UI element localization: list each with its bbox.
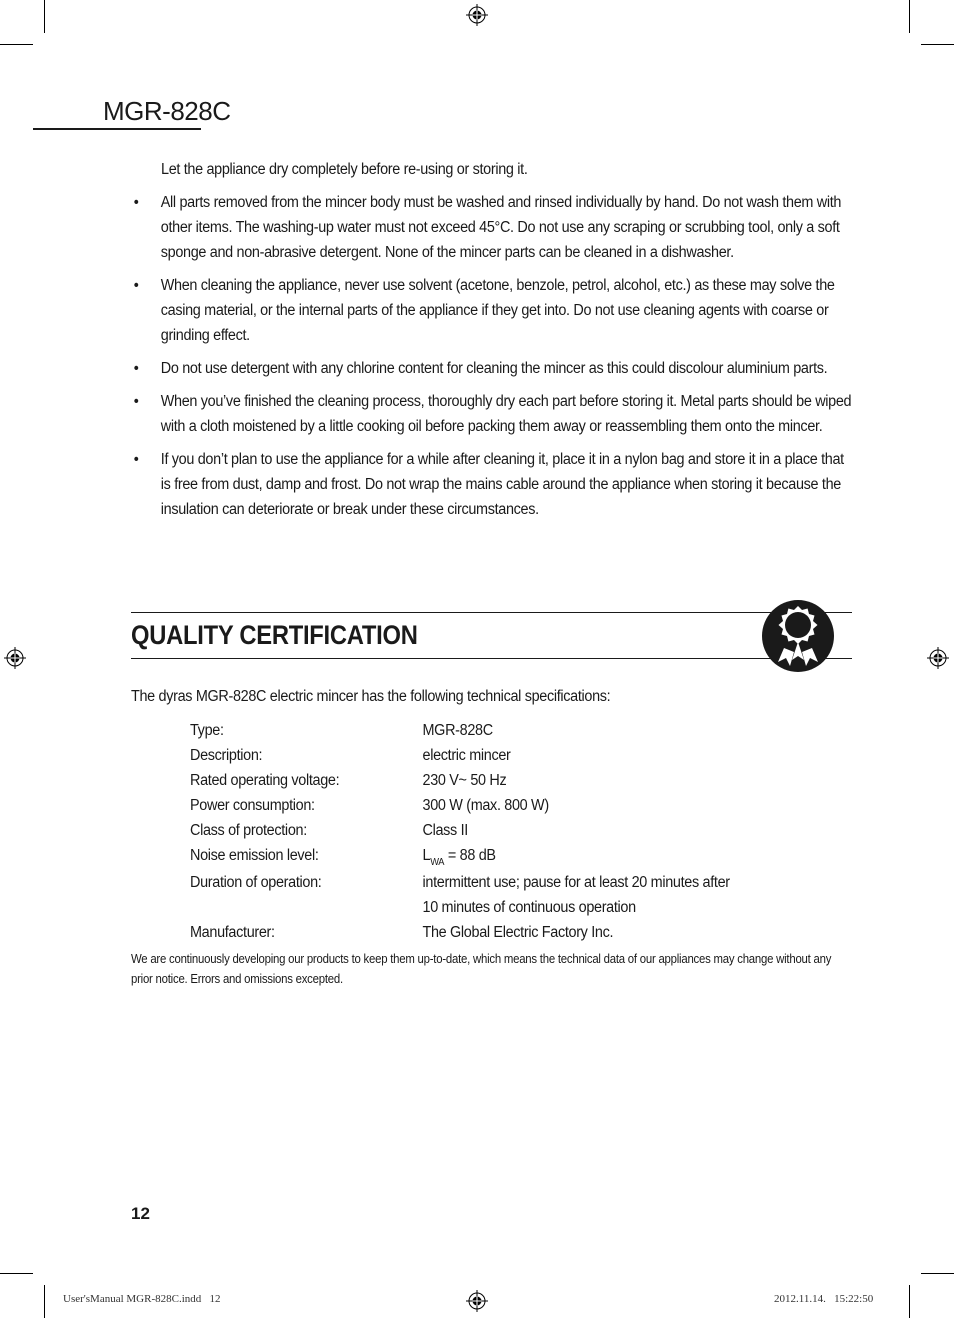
crop-mark-bottom-right-v: [909, 1285, 910, 1318]
bullet-icon: •: [133, 277, 139, 294]
specs-intro: The dyras MGR-828C electric mincer has the following technical specifications:: [131, 688, 611, 705]
bullet-icon: •: [133, 451, 139, 468]
crop-mark-bottom-right-h: [921, 1273, 954, 1274]
section-rule-bottom: [131, 658, 852, 659]
spec-row-class: [190, 818, 822, 843]
noise-symbol: L: [422, 847, 431, 864]
list-item: [131, 389, 852, 439]
spec-value: Class II: [422, 822, 468, 839]
spec-label-empty: [190, 895, 423, 920]
spec-label: Description:: [190, 747, 263, 764]
registration-mark-icon: [4, 647, 26, 669]
spec-label: Duration of operation:: [190, 874, 322, 891]
print-slug-timestamp: 2012.11.14. 15:22:50: [774, 1293, 874, 1305]
header-underline: [33, 128, 201, 130]
spec-label: Type:: [190, 722, 224, 739]
noise-value: = 88 dB: [444, 847, 496, 864]
certificate-rosette-icon: [760, 598, 836, 674]
crop-mark-top-right-h: [921, 44, 954, 45]
disclaimer-note: We are continuously developing our products to keep them up-to-date, which means the technical data of our appliances may change without any prior notice. Errors and omissions excepted.: [131, 952, 832, 986]
spec-row-duration: [190, 870, 822, 895]
list-item: [131, 273, 852, 348]
spec-label: Class of protection:: [190, 822, 307, 839]
list-item-text: When you’ve finished the cleaning process, thoroughly dry each part before storing it. Metal parts should be wiped with a cloth moistened by a little cooking oil before packing them away or reassembling them onto the mincer.: [160, 393, 852, 435]
cleaning-bullet-list: [131, 190, 852, 530]
spec-row-voltage: [190, 768, 822, 793]
list-item-text: Do not use detergent with any chlorine content for cleaning the mincer as this could discolour aluminium parts.: [160, 360, 828, 377]
model-header: MGR-828C: [103, 96, 231, 126]
spec-label: Manufacturer:: [190, 924, 275, 941]
specs-table: [190, 718, 822, 945]
lead-paragraph: Let the appliance dry completely before re-using or storing it.: [161, 161, 528, 178]
registration-mark-icon: [927, 647, 949, 669]
page-number: 12: [131, 1204, 150, 1223]
spec-value: intermittent use; pause for at least 20 minutes after: [422, 874, 730, 891]
spec-row-type: [190, 718, 822, 743]
spec-row-power: [190, 793, 822, 818]
list-item: [131, 190, 852, 265]
crop-mark-top-left-v: [44, 0, 45, 33]
crop-mark-top-left-h: [0, 44, 33, 45]
list-item-text: All parts removed from the mincer body must be washed and rinsed individually by hand. Do not wash them with other items. The washing-up water must not exceed 45°C. Do not use any scraping or scrubbing tool, only a soft sponge and non-abrasive detergent. None of the mincer parts can be cleaned in a dishwasher.: [160, 194, 842, 261]
list-item: [131, 356, 852, 381]
crop-mark-top-right-v: [909, 0, 910, 33]
spec-label: Power consumption:: [190, 797, 315, 814]
spec-row-duration-cont: [190, 895, 822, 920]
spec-row-manufacturer: [190, 920, 822, 945]
spec-value: [423, 843, 814, 870]
spec-value: 10 minutes of continuous operation: [422, 899, 636, 916]
registration-mark-icon: [466, 1290, 488, 1312]
spec-row-noise: [190, 843, 822, 870]
crop-mark-bottom-left-v: [44, 1285, 45, 1318]
list-item: [131, 447, 852, 522]
spec-value: The Global Electric Factory Inc.: [422, 924, 614, 941]
spec-value: electric mincer: [422, 747, 511, 764]
crop-mark-bottom-left-h: [0, 1273, 33, 1274]
spec-label: Rated operating voltage:: [190, 772, 340, 789]
list-item-text: When cleaning the appliance, never use solvent (acetone, benzole, petrol, alcohol, etc.) as these may solve the casing material, or the internal parts of the appliance if they get into. Do not use cleaning agents with coarse or grinding effect.: [160, 277, 835, 344]
list-item-text: If you don’t plan to use the appliance for a while after cleaning it, place it in a nylon bag and store it in a place that is free from dust, damp and frost. Do not wrap the mains cable around the appliance when storing it because the insulation can deteriorate or break under these circumstances.: [160, 451, 844, 518]
bullet-icon: •: [133, 194, 139, 211]
print-slug-file: User'sManual MGR-828C.indd 12: [63, 1293, 221, 1305]
spec-value: MGR-828C: [422, 722, 493, 739]
spec-row-description: [190, 743, 822, 768]
registration-mark-icon: [466, 4, 488, 26]
section-title: QUALITY CERTIFICATION: [131, 620, 418, 650]
bullet-icon: •: [133, 360, 139, 377]
noise-subscript: WA: [430, 857, 445, 868]
bullet-icon: •: [133, 393, 139, 410]
spec-value: 300 W (max. 800 W): [422, 797, 549, 814]
section-rule-top: [131, 612, 852, 613]
spec-label: Noise emission level:: [190, 847, 319, 864]
spec-value: 230 V~ 50 Hz: [422, 772, 507, 789]
